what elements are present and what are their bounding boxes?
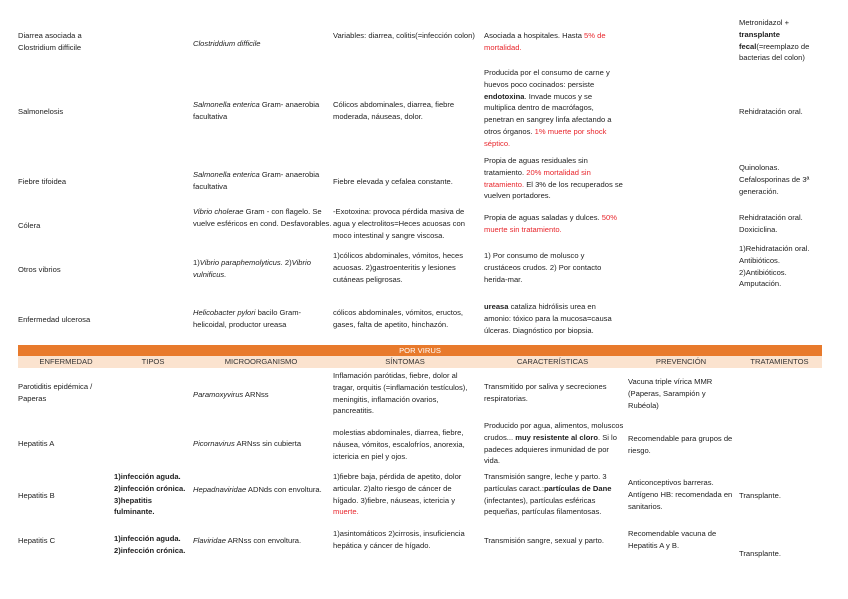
characteristics: Producida por el consumo de carne y huevos poco cocinados: persiste endotoxina. Invade mucos y se multiplica dentro de macrófagos, penetran en sangrey linfa afectando a otros órganos. 1% muerte por shock séptico. (484, 68, 612, 148)
disease-name: Otros vibrios (18, 265, 61, 274)
symptoms: Variables: diarrea, colitis(=infección colon) (333, 31, 475, 40)
disease-name: Salmonelosis (18, 107, 64, 116)
prevention: Recomendable para grupos de riesgo. (628, 434, 733, 455)
symptoms: 1)fiebre baja, pérdida de apetito, dolor articular. 2)alto riesgo de cáncer de hígado. 3)fiebre, náuseas, ictericia y muerte. (333, 472, 462, 517)
symptoms: 1)asintomáticos 2)cirrosis, insuficiencia hepática y cáncer de hígado. (333, 529, 465, 550)
symptoms: 1)cólicos abdominales, vómitos, heces acuosas. 2)gastroenteritis y lesiones cutáneas peligrosas. (333, 251, 463, 284)
disease-name: Enfermedad ulcerosa (18, 315, 91, 324)
characteristics: Asociada a hospitales. Hasta 5% de mortalidad. (484, 31, 606, 52)
symptoms: Fiebre elevada y cefalea constante. (333, 177, 453, 186)
treatment: Transplante. (739, 549, 781, 558)
column-header: TIPOS (114, 356, 192, 368)
characteristics: ureasa cataliza hidrólisis urea en amonio: tóxico para la mucosa=causa úlceras. Diagnóstico por biopsia. (484, 302, 612, 335)
characteristics: Propia de aguas residuales sin tratamiento. 20% mortalidad sin tratamiento. El 3% de los recuperados se vuelven portadores. (484, 156, 623, 201)
treatment: 1)Rehidratación oral. Antibióticos. 2)Antibióticos. Amputación. (739, 244, 810, 289)
disease-name: Fiebre tifoidea (18, 177, 67, 186)
prevention: Anticonceptivos barreras. Antígeno HB: recomendada en sanitarios. (628, 478, 733, 511)
microorganism: Salmonella enterica Gram- anaerobia facultativa (193, 170, 320, 191)
characteristics: 1) Por consumo de molusco y crustáceos crudos. 2) Por contacto herida-mar. (484, 251, 602, 284)
symptoms: cólicos abdominales, vómitos, eructos, gases, falta de apetito, hinchazón. (333, 308, 463, 329)
microorganism: Helicobacter pylori bacilo Gram- helicoidal, productor ureasa (193, 308, 302, 329)
column-header: TRATAMIENTOS (737, 356, 822, 368)
treatment: Rehidratación oral. Doxiciclina. (739, 213, 803, 234)
characteristics: Transmisión sangre, sexual y parto. (484, 536, 605, 545)
section-title: POR VIRUS (399, 346, 441, 355)
treatment: Metronidazol + transplante fecal(=reemplazo de bacterias del colon) (739, 18, 810, 63)
microorganism: Vibrio cholerae Gram - con flagelo. Se vuelve esféricos en cond. Desfavorables. (193, 207, 332, 228)
microorganism: Clostriddium difficile (193, 39, 261, 48)
symptoms: Cólicos abdominales, diarrea, fiebre moderada, náuseas, dolor. (333, 100, 455, 121)
characteristics: Transmisión sangre, leche y parto. 3 partículas caract.:partículas de Dane (infectantes), partículas esféricas pequeñas, partículas filamentosas. (484, 472, 612, 517)
disease-name: Diarrea asociada a Clostridium difficile (18, 31, 82, 52)
disease-name: Hepatitis A (18, 439, 55, 448)
treatment: Rehidratación oral. (739, 107, 803, 116)
column-header: SÍNTOMAS (330, 356, 480, 368)
types: 1)infección aguda. 2)infección crónica. 3)hepatitis fulminante. (114, 472, 186, 517)
prevention: Recomendable vacuna de Hepatitis A y B. (628, 529, 717, 550)
column-header: ENFERMEDAD (18, 356, 114, 368)
prevention: Vacuna triple vírica MMR (Paperas, Sarampión y Rubéola) (628, 377, 713, 410)
characteristics: Transmitido por saliva y secreciones respiratorias. (484, 382, 607, 403)
types: 1)infección aguda. 2)infección crónica. (114, 534, 186, 555)
microorganism: 1)Vibrio paraphemolyticus. 2)Vibrio vulnificus. (193, 258, 311, 279)
treatment: Quinolonas. Cefalosporinas de 3ª generación. (739, 163, 810, 196)
microorganism: Paramoxyvirus ARNss (193, 390, 269, 399)
disease-name: Hepatitis C (18, 536, 56, 545)
section-banner (18, 345, 822, 356)
symptoms: -Exotoxina: provoca pérdida masiva de agua y electrolitos=Heces acuosas con moco intestinal y sangre viscosa. (333, 207, 465, 240)
characteristics: Producido por agua, alimentos, moluscos crudos... muy resistente al cloro. Si lo padeces adquieres inmunidad de por vida. (484, 421, 624, 466)
symptoms: molestias abdominales, diarrea, fiebre, náusea, vómitos, escalofríos, anorexia, ictericia en piel y ojos. (333, 428, 465, 461)
treatment: Transplante. (739, 491, 781, 500)
disease-name: Cólera (18, 221, 41, 230)
characteristics: Propia de aguas saladas y dulces. 50% muerte sin tratamiento. (484, 213, 617, 234)
symptoms: Inflamación parótidas, fiebre, dolor al tragar, orquitis (=inflamación testículos), meningitis, inflamación ovarios, pancreatitis. (333, 371, 468, 416)
column-header: PREVENCIÓN (625, 356, 737, 368)
disease-name: Parotiditis epidémica / Paperas (18, 382, 93, 403)
column-header: CARACTERÍSTICAS (480, 356, 625, 368)
microorganism: Hepadnaviridae ADNds con envoltura. (193, 485, 322, 494)
microorganism: Salmonella enterica Gram- anaerobia facultativa (193, 100, 320, 121)
disease-name: Hepatitis B (18, 491, 55, 500)
column-header: MICROORGANISMO (192, 356, 330, 368)
microorganism: Flaviridae ARNss con envoltura. (193, 536, 302, 545)
microorganism: Picornavirus ARNss sin cubierta (193, 439, 302, 448)
